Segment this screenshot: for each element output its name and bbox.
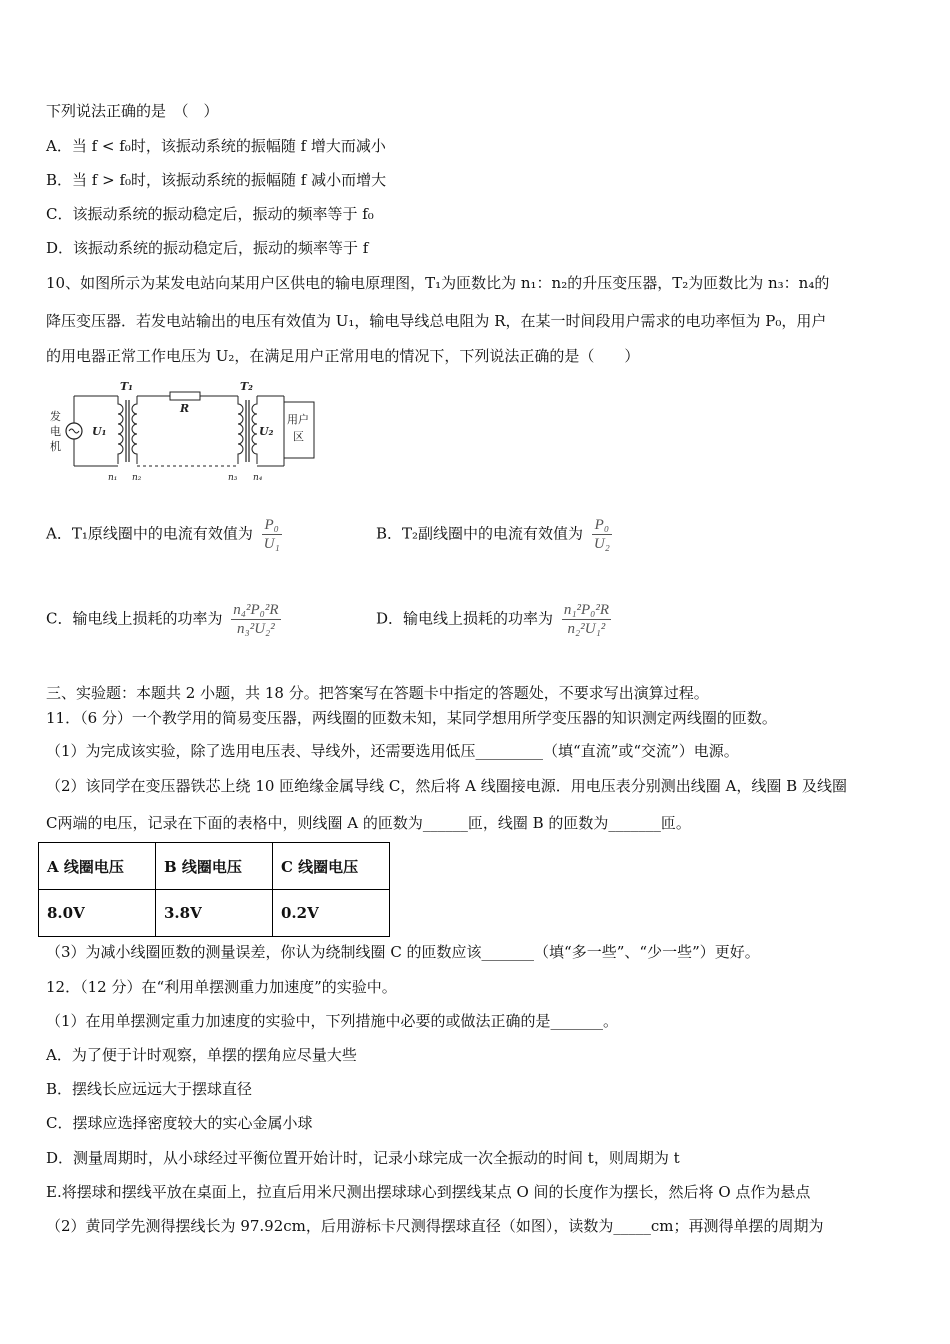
q10-option-c-numerator: n₄²P₀²R	[233, 602, 279, 618]
q11-part2-line2: C两端的电压，记录在下面的表格中，则线圈 A 的匝数为______匝，线圈 B 的匝数为_______匝。	[46, 814, 691, 832]
t2-label: T₂	[240, 380, 254, 393]
q10-option-b-numerator: P₀	[592, 516, 612, 535]
q12-option-a: A．为了便于计时观察，单摆的摆角应尽量大些	[46, 1046, 357, 1064]
q10-stem-line2: 降压变压器．若发电站输出的电压有效值为 U₁，输电导线总电阻为 R，在某一时间段用户需求的电功率恒为 P₀，用户	[46, 312, 827, 330]
q10-option-c	[46, 601, 281, 638]
q9-stem: 下列说法正确的是 （ ）	[46, 102, 219, 120]
q11-part2-line1: （2）该同学在变压器铁芯上绕 10 匝绝缘金属导线 C，然后将 A 线圈接电源．用电压表分别测出线圈 A，线圈 B 及线圈	[46, 777, 847, 795]
table-header-cell: B 线圈电压	[156, 843, 273, 890]
q11-part3: （3）为减小线圈匝数的测量误差，你认为绕制线圈 C 的匝数应该_______（填“多一些”、“少一些”）更好。	[46, 943, 760, 961]
q9-option-c: C．该振动系统的振动稳定后，振动的频率等于 f₀	[46, 205, 374, 223]
n4-label: n₄	[253, 473, 263, 483]
q12-part1: （1）在用单摆测定重力加速度的实验中，下列措施中必要的或做法正确的是_______。	[46, 1012, 619, 1030]
q12-option-e: E.将摆球和摆线平放在桌面上，拉直后用米尺测出摆球球心到摆线某点 O 间的长度作为摆长，然后将 O 点作为悬点	[46, 1183, 811, 1201]
table-header-row	[39, 843, 390, 890]
q10-option-a-denominator: U₁	[263, 536, 280, 552]
q10-option-c-denominator: n₃²U₂²	[237, 621, 275, 637]
q10-option-d-text: D．输电线上损耗的功率为	[376, 609, 554, 628]
q10-stem-line3: 的用电器正常工作电压为 U₂，在满足用户正常用电的情况下，下列说法正确的是（ ）	[46, 347, 640, 365]
table-header-cell: C 线圈电压	[273, 843, 390, 890]
n1-label: n₁	[108, 473, 118, 483]
q10-option-d	[376, 601, 611, 638]
q12-option-d: D．测量周期时，从小球经过平衡位置开始计时，记录小球完成一次全振动的时间 t，则周期为 t	[46, 1149, 680, 1167]
table-header-cell: A 线圈电压	[39, 843, 156, 890]
user-area-label-1: 用户	[287, 413, 309, 426]
voltage-table	[38, 842, 390, 937]
q9-option-b: B．当 f > f₀时，该振动系统的振幅随 f 减小而增大	[46, 171, 387, 189]
resistor-label: R	[180, 402, 190, 415]
u1-label: U₁	[92, 425, 107, 438]
table-cell: 3.8V	[156, 890, 273, 937]
section-3-heading: 三、实验题：本题共 2 小题，共 18 分。把答案写在答题卡中指定的答题处，不要求写出演算过程。	[46, 684, 709, 702]
table-cell: 8.0V	[39, 890, 156, 937]
user-area-label-2: 区	[293, 430, 304, 443]
q10-option-b-denominator: U₂	[593, 536, 610, 552]
q10-option-c-text: C．输电线上损耗的功率为	[46, 609, 223, 628]
q11-stem: 11．（6 分）一个教学用的简易变压器，两线圈的匝数未知，某同学想用所学变压器的知识测定两线圈的匝数。	[46, 709, 777, 727]
u2-label: U₂	[259, 425, 274, 438]
t1-label: T₁	[120, 380, 134, 393]
q9-option-a: A．当 f < f₀时，该振动系统的振幅随 f 增大而减小	[46, 137, 386, 155]
transmission-circuit-diagram	[40, 378, 320, 488]
q10-option-a-numerator: P₀	[262, 516, 282, 535]
q10-option-a	[46, 516, 282, 553]
generator-label-1: 发	[50, 410, 61, 423]
q10-option-b-fraction	[592, 516, 612, 553]
q9-option-d: D．该振动系统的振动稳定后，振动的频率等于 f	[46, 239, 369, 257]
generator-label-2: 电	[50, 425, 61, 438]
generator-label-3: 机	[50, 440, 61, 453]
table-cell: 0.2V	[273, 890, 390, 937]
q10-option-d-denominator: n₂²U₁²	[567, 621, 606, 637]
table-row	[39, 890, 390, 937]
line-resistor	[170, 392, 200, 400]
n2-label: n₂	[132, 473, 142, 483]
q10-stem-line1: 10、如图所示为某发电站向某用户区供电的输电原理图，T₁为匝数比为 n₁：n₂的升压变压器，T₂为匝数比为 n₃：n₄的	[46, 274, 830, 292]
q11-part1: （1）为完成该实验，除了选用电压表、导线外，还需要选用低压_________（填“直流”或“交流”）电源。	[46, 742, 739, 760]
q10-option-a-text: A．T₁原线圈中的电流有效值为	[46, 524, 253, 543]
q10-option-d-numerator: n₁²P₀²R	[563, 602, 610, 618]
q12-option-c: C．摆球应选择密度较大的实心金属小球	[46, 1114, 313, 1132]
q10-option-d-fraction	[562, 601, 611, 638]
q12-stem: 12．（12 分）在“利用单摆测重力加速度”的实验中。	[46, 978, 397, 996]
n3-label: n₃	[228, 473, 238, 483]
q10-option-b	[376, 516, 612, 553]
q10-option-a-fraction	[262, 516, 282, 553]
q12-option-b: B．摆线长应远远大于摆球直径	[46, 1080, 253, 1098]
q10-option-b-text: B．T₂副线圈中的电流有效值为	[376, 524, 584, 543]
q12-part2: （2）黄同学先测得摆线长为 97.92cm，后用游标卡尺测得摆球直径（如图），读数为_____cm；再测得单摆的周期为	[46, 1217, 824, 1235]
q10-option-c-fraction	[231, 601, 280, 638]
